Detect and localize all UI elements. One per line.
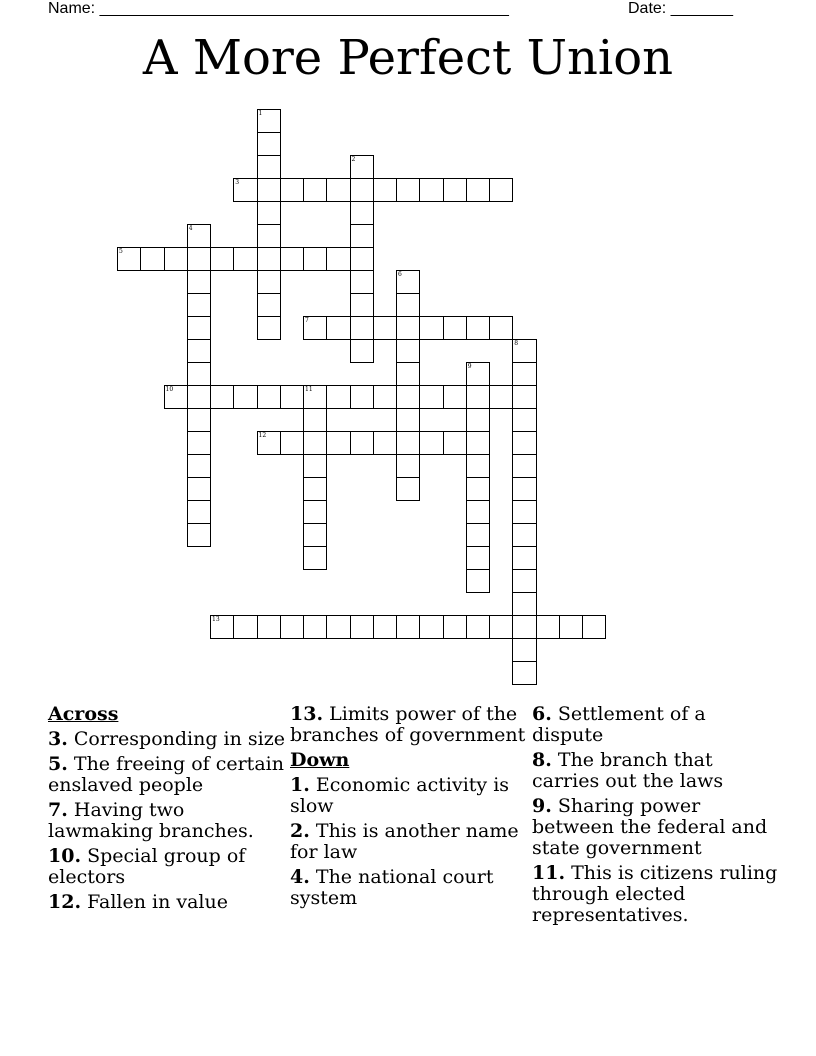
grid-cell[interactable] bbox=[396, 362, 420, 386]
grid-cell[interactable] bbox=[164, 247, 188, 271]
grid-cell[interactable] bbox=[257, 109, 281, 133]
grid-cell[interactable] bbox=[466, 431, 490, 455]
clue-down-11: 11. This is citizens ruling through elected representatives. bbox=[532, 862, 778, 926]
grid-cell[interactable] bbox=[233, 615, 257, 639]
date-field-label: Date: _______ bbox=[628, 0, 733, 17]
grid-cell[interactable] bbox=[350, 293, 374, 317]
grid-cell[interactable] bbox=[350, 615, 374, 639]
grid-cell[interactable] bbox=[512, 661, 536, 685]
grid-cell[interactable] bbox=[466, 523, 490, 547]
grid-cell[interactable] bbox=[187, 316, 211, 340]
clue-number: 5 bbox=[119, 248, 123, 255]
grid-cell[interactable] bbox=[512, 385, 536, 409]
grid-cell[interactable] bbox=[280, 431, 304, 455]
clue-number: 1 bbox=[258, 110, 263, 117]
grid-cell[interactable] bbox=[350, 201, 374, 225]
grid-cell[interactable] bbox=[350, 224, 374, 248]
grid-cell[interactable] bbox=[512, 523, 536, 547]
clue-number: 3 bbox=[235, 179, 240, 186]
clue-number: 2 bbox=[351, 156, 356, 163]
grid-cell[interactable] bbox=[257, 293, 281, 317]
grid-cell[interactable] bbox=[280, 178, 304, 202]
grid-cell[interactable] bbox=[257, 316, 281, 340]
grid-cell[interactable] bbox=[187, 339, 211, 363]
grid-cell[interactable] bbox=[210, 385, 234, 409]
clues-column-3 bbox=[532, 704, 782, 930]
grid-cell[interactable] bbox=[326, 385, 350, 409]
grid-cell[interactable] bbox=[443, 431, 467, 455]
grid-cell[interactable] bbox=[303, 408, 327, 432]
grid-cell[interactable] bbox=[187, 270, 211, 294]
grid-cell[interactable] bbox=[396, 431, 420, 455]
clue-down-4: 4. The national court system bbox=[290, 866, 494, 909]
grid-cell[interactable] bbox=[466, 569, 490, 593]
grid-cell[interactable] bbox=[350, 270, 374, 294]
grid-cell[interactable] bbox=[257, 224, 281, 248]
grid-cell[interactable] bbox=[233, 385, 257, 409]
grid-cell[interactable] bbox=[326, 316, 350, 340]
clue-number: 4 bbox=[188, 225, 193, 232]
clue-number: 10 bbox=[165, 386, 174, 393]
grid-cell[interactable] bbox=[512, 500, 536, 524]
grid-cell[interactable] bbox=[303, 431, 327, 455]
grid-cell[interactable] bbox=[396, 454, 420, 478]
grid-cell[interactable] bbox=[303, 454, 327, 478]
grid-cell[interactable] bbox=[257, 270, 281, 294]
grid-cell[interactable] bbox=[280, 615, 304, 639]
clues-column-2 bbox=[290, 704, 530, 913]
grid-cell[interactable] bbox=[350, 247, 374, 271]
grid-cell[interactable] bbox=[350, 431, 374, 455]
grid-cell[interactable] bbox=[489, 178, 513, 202]
grid-cell[interactable] bbox=[466, 362, 490, 386]
grid-cell[interactable] bbox=[512, 454, 536, 478]
clue-across-13: 13. Limits power of the branches of government bbox=[290, 703, 526, 746]
grid-cell[interactable] bbox=[536, 615, 560, 639]
clues-column-1 bbox=[48, 704, 288, 917]
grid-cell[interactable] bbox=[303, 316, 327, 340]
grid-cell[interactable] bbox=[326, 247, 350, 271]
clue-number: 8 bbox=[514, 340, 519, 347]
grid-cell[interactable] bbox=[396, 477, 420, 501]
grid-cell[interactable] bbox=[303, 523, 327, 547]
grid-cell[interactable] bbox=[512, 477, 536, 501]
grid-cell[interactable] bbox=[303, 615, 327, 639]
clue-number: 11 bbox=[305, 386, 313, 393]
clue-down-2: 2. This is another name for law bbox=[290, 820, 519, 863]
grid-cell[interactable] bbox=[303, 178, 327, 202]
grid-cell[interactable] bbox=[280, 385, 304, 409]
header bbox=[48, 0, 768, 20]
grid-cell[interactable] bbox=[512, 408, 536, 432]
grid-cell[interactable] bbox=[443, 316, 467, 340]
grid-cell[interactable] bbox=[489, 316, 513, 340]
grid-cell[interactable] bbox=[466, 615, 490, 639]
grid-cell[interactable] bbox=[187, 500, 211, 524]
clue-down-8: 8. The branch that carries out the laws bbox=[532, 749, 724, 792]
grid-cell[interactable] bbox=[466, 178, 490, 202]
grid-cell[interactable] bbox=[396, 385, 420, 409]
grid-cell[interactable] bbox=[233, 178, 257, 202]
grid-cell[interactable] bbox=[512, 339, 536, 363]
grid-cell[interactable] bbox=[419, 431, 443, 455]
grid-cell[interactable] bbox=[582, 615, 606, 639]
clue-across-3: 3. Corresponding in size bbox=[48, 728, 285, 750]
grid-cell[interactable] bbox=[512, 638, 536, 662]
grid-cell[interactable] bbox=[419, 385, 443, 409]
grid-cell[interactable] bbox=[257, 385, 281, 409]
grid-cell[interactable] bbox=[326, 178, 350, 202]
grid-cell[interactable] bbox=[466, 546, 490, 570]
grid-cell[interactable] bbox=[326, 431, 350, 455]
grid-cell[interactable] bbox=[280, 247, 304, 271]
grid-cell[interactable] bbox=[489, 385, 513, 409]
grid-cell[interactable] bbox=[187, 523, 211, 547]
clue-down-1: 1. Economic activity is slow bbox=[290, 774, 510, 817]
grid-cell[interactable] bbox=[512, 431, 536, 455]
grid-cell[interactable] bbox=[350, 316, 374, 340]
grid-cell[interactable] bbox=[187, 362, 211, 386]
clue-down-6: 6. Settlement of a dispute bbox=[532, 703, 706, 746]
grid-cell[interactable] bbox=[187, 385, 211, 409]
grid-cell[interactable] bbox=[373, 385, 397, 409]
grid-cell[interactable] bbox=[187, 477, 211, 501]
clue-number: 6 bbox=[398, 271, 402, 278]
grid-cell[interactable] bbox=[350, 339, 374, 363]
grid-cell[interactable] bbox=[257, 247, 281, 271]
grid-cell[interactable] bbox=[257, 132, 281, 156]
grid-cell[interactable] bbox=[373, 178, 397, 202]
grid-cell[interactable] bbox=[396, 339, 420, 363]
grid-cell[interactable] bbox=[466, 408, 490, 432]
grid-cell[interactable] bbox=[257, 155, 281, 179]
grid-cell[interactable] bbox=[117, 247, 141, 271]
grid-cell[interactable] bbox=[466, 385, 490, 409]
grid-cell[interactable] bbox=[419, 316, 443, 340]
grid-cell[interactable] bbox=[187, 247, 211, 271]
grid-cell[interactable] bbox=[466, 477, 490, 501]
grid-cell[interactable] bbox=[303, 477, 327, 501]
grid-cell[interactable] bbox=[396, 615, 420, 639]
grid-cell[interactable] bbox=[140, 247, 164, 271]
grid-cell[interactable] bbox=[257, 201, 281, 225]
grid-cell[interactable] bbox=[396, 408, 420, 432]
grid-cell[interactable] bbox=[512, 592, 536, 616]
grid-cell[interactable] bbox=[350, 385, 374, 409]
grid-cell[interactable] bbox=[326, 615, 350, 639]
grid-cell[interactable] bbox=[512, 362, 536, 386]
clue-number: 13 bbox=[212, 616, 220, 623]
grid-cell[interactable] bbox=[396, 270, 420, 294]
grid-cell[interactable] bbox=[396, 293, 420, 317]
grid-cell[interactable] bbox=[443, 385, 467, 409]
across-heading: Across bbox=[48, 703, 119, 725]
grid-cell[interactable] bbox=[187, 454, 211, 478]
grid-cell[interactable] bbox=[233, 247, 257, 271]
grid-cell[interactable] bbox=[164, 385, 188, 409]
grid-cell[interactable] bbox=[210, 247, 234, 271]
clue-number: 9 bbox=[467, 363, 472, 370]
grid-cell[interactable] bbox=[350, 155, 374, 179]
grid-cell[interactable] bbox=[512, 546, 536, 570]
grid-cell[interactable] bbox=[419, 178, 443, 202]
clue-number: 12 bbox=[258, 432, 267, 439]
grid-cell[interactable] bbox=[466, 500, 490, 524]
clue-across-5: 5. The freeing of certain enslaved people bbox=[48, 753, 284, 796]
grid-cell[interactable] bbox=[419, 615, 443, 639]
grid-cell[interactable] bbox=[303, 546, 327, 570]
grid-cell[interactable] bbox=[396, 178, 420, 202]
grid-cell[interactable] bbox=[396, 316, 420, 340]
clue-number: 7 bbox=[305, 317, 309, 324]
grid-cell[interactable] bbox=[373, 431, 397, 455]
grid-cell[interactable] bbox=[489, 615, 513, 639]
name-field-label: Name: ______________________________________________ bbox=[48, 0, 509, 17]
down-heading: Down bbox=[290, 749, 350, 771]
clue-down-9: 9. Sharing power between the federal and state government bbox=[532, 795, 768, 859]
grid-cell[interactable] bbox=[466, 454, 490, 478]
clue-across-7: 7. Having two lawmaking branches. bbox=[48, 799, 254, 842]
grid-cell[interactable] bbox=[512, 569, 536, 593]
grid-cell[interactable] bbox=[443, 615, 467, 639]
grid-cell[interactable] bbox=[559, 615, 583, 639]
clue-across-10: 10. Special group of electors bbox=[48, 845, 246, 888]
grid-cell[interactable] bbox=[443, 178, 467, 202]
grid-cell[interactable] bbox=[350, 178, 374, 202]
grid-cell[interactable] bbox=[512, 615, 536, 639]
grid-cell[interactable] bbox=[373, 615, 397, 639]
grid-cell[interactable] bbox=[373, 316, 397, 340]
puzzle-title: A More Perfect Union bbox=[142, 30, 674, 86]
grid-cell[interactable] bbox=[210, 615, 234, 639]
grid-cell[interactable] bbox=[187, 293, 211, 317]
grid-cell[interactable] bbox=[257, 178, 281, 202]
grid-cell[interactable] bbox=[466, 316, 490, 340]
grid-cell[interactable] bbox=[303, 247, 327, 271]
grid-cell[interactable] bbox=[257, 431, 281, 455]
grid-cell[interactable] bbox=[187, 408, 211, 432]
grid-cell[interactable] bbox=[187, 224, 211, 248]
clue-across-12: 12. Fallen in value bbox=[48, 891, 228, 913]
grid-cell[interactable] bbox=[257, 615, 281, 639]
grid-cell[interactable] bbox=[303, 385, 327, 409]
grid-cell[interactable] bbox=[303, 500, 327, 524]
grid-cell[interactable] bbox=[187, 431, 211, 455]
